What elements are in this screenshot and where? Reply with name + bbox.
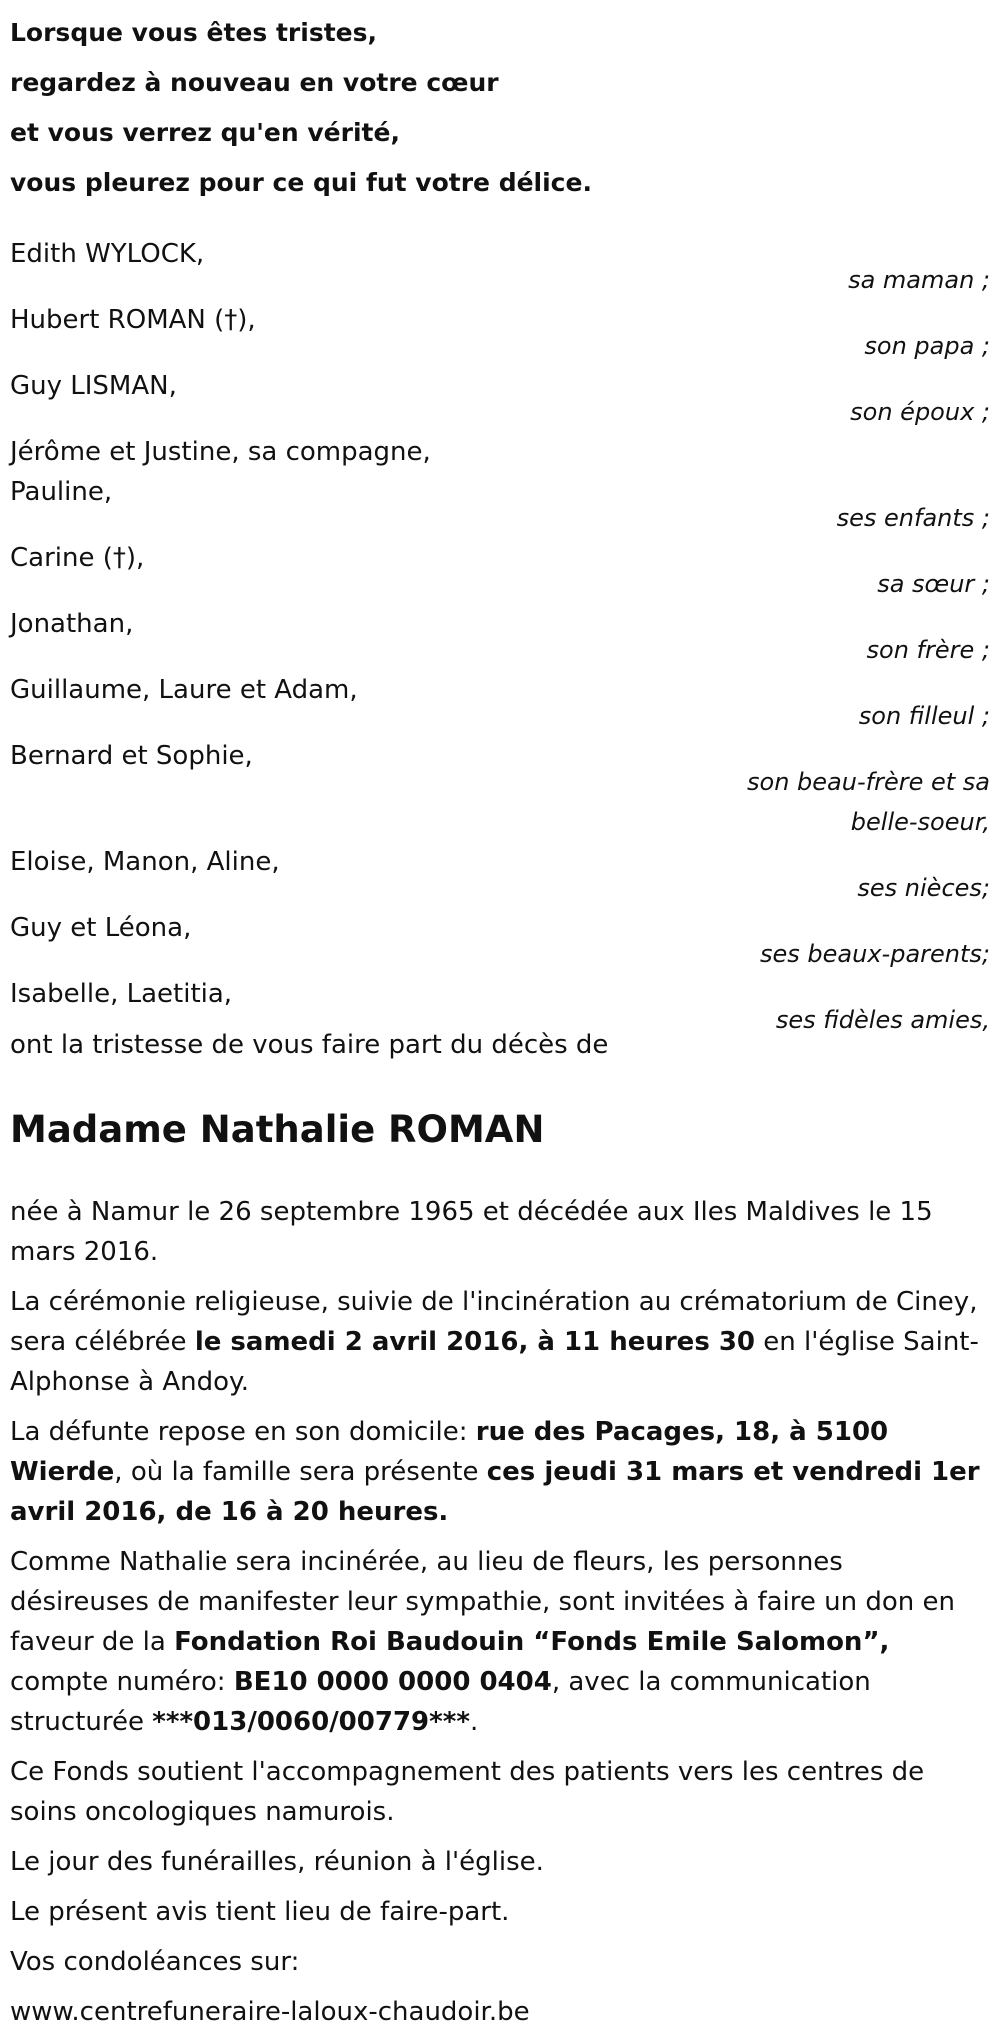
family-names: Guy LISMAN, [10, 371, 177, 401]
family-names: Jonathan, [10, 609, 134, 639]
family-relation: ses beaux-parents; [760, 940, 990, 968]
poem-line: vous pleurez pour ce qui fut votre délice. [10, 168, 592, 197]
donation-text: . [469, 1707, 479, 1737]
poem [10, 8, 990, 208]
funeral-day-paragraph: Le jour des funérailles, réunion à l'église. [10, 1847, 544, 1877]
donation-paragraph [10, 1542, 990, 1742]
family-relation: son époux ; [850, 398, 990, 426]
family-names: Pauline, [10, 477, 113, 507]
family-names: Hubert ROMAN (†), [10, 305, 256, 335]
donation-text: compte numéro: [10, 1667, 234, 1697]
family-entry [10, 366, 990, 432]
rest-text: , où la famille sera présente [114, 1457, 487, 1487]
foundation-name: Fondation Roi Baudouin “Fonds Emile Salomon”, [174, 1627, 890, 1657]
rest-address: rue des Pacages, 18, à 5100 Wierde [10, 1417, 889, 1487]
family-entry [10, 300, 990, 366]
ceremony-text: La cérémonie religieuse, suivie de l'incinération au crématorium de Ciney, sera célébrée [10, 1287, 978, 1357]
family-entry [10, 842, 990, 908]
rest-paragraph [10, 1412, 990, 1532]
family-relation: son beau-frère et sa [747, 768, 990, 796]
family-entry [10, 670, 990, 736]
family-names: Guillaume, Laure et Adam, [10, 675, 358, 705]
ceremony-date: le samedi 2 avril 2016, à 11 heures 30 [194, 1327, 756, 1357]
account-number: BE10 0000 0000 0404 [233, 1667, 552, 1697]
website-link[interactable]: www.centrefuneraire-laloux-chaudoir.be [10, 1997, 530, 2027]
family-entry [10, 736, 990, 842]
structured-communication: ***013/0060/00779*** [152, 1707, 470, 1737]
family-names: Bernard et Sophie, [10, 741, 253, 771]
family-relation: son frère ; [866, 636, 990, 664]
family-names: Carine (†), [10, 543, 145, 573]
family-names: Eloise, Manon, Aline, [10, 847, 280, 877]
family-relation: ses nièces; [857, 874, 990, 902]
deceased-name: Madame Nathalie ROMAN [10, 1108, 545, 1151]
family-names: Guy et Léona, [10, 913, 192, 943]
poem-line: et vous verrez qu'en vérité, [10, 118, 400, 147]
family-relation: belle-soeur, [850, 808, 990, 836]
family-relation: son papa ; [864, 332, 990, 360]
family-relation: sa sœur ; [877, 570, 990, 598]
family-list [10, 234, 990, 1040]
condolences-paragraph: Vos condoléances sur: [10, 1947, 300, 1977]
family-relation: sa maman ; [848, 266, 990, 294]
family-entry [10, 604, 990, 670]
announcement-body [10, 1192, 990, 2042]
birth-paragraph: née à Namur le 26 septembre 1965 et décédée aux Iles Maldives le 15 mars 2016. [10, 1197, 933, 1267]
family-entry [10, 908, 990, 974]
family-names: Isabelle, Laetitia, [10, 979, 233, 1009]
poem-line: regardez à nouveau en votre cœur [10, 68, 499, 97]
notice-paragraph: Le présent avis tient lieu de faire-part. [10, 1897, 510, 1927]
poem-line: Lorsque vous êtes tristes, [10, 18, 377, 47]
announcement-intro: ont la tristesse de vous faire part du décès de [10, 1030, 609, 1060]
family-relation: ses fidèles amies, [775, 1006, 990, 1034]
fonds-paragraph: Ce Fonds soutient l'accompagnement des patients vers les centres de soins oncologiques namurois. [10, 1757, 925, 1827]
family-relation: ses enfants ; [836, 504, 990, 532]
rest-text: La défunte repose en son domicile: [10, 1417, 476, 1447]
family-entry [10, 432, 990, 538]
donation-text: , avec la communication structurée [10, 1667, 871, 1737]
family-relation: son filleul ; [858, 702, 990, 730]
family-names: Jérôme et Justine, sa compagne, [10, 437, 431, 467]
visiting-hours: ces jeudi 31 mars et vendredi 1er avril 2016, de 16 à 20 heures. [10, 1457, 980, 1527]
ceremony-place: en l'église Saint-Alphonse à Andoy. [10, 1327, 979, 1397]
family-names: Edith WYLOCK, [10, 239, 205, 269]
donation-text: Comme Nathalie sera incinérée, au lieu de fleurs, les personnes désireuses de manifester leur sympathie, sont invitées à faire un don en faveur de la [10, 1547, 955, 1657]
family-entry [10, 538, 990, 604]
family-entry [10, 234, 990, 300]
ceremony-paragraph [10, 1282, 990, 1402]
